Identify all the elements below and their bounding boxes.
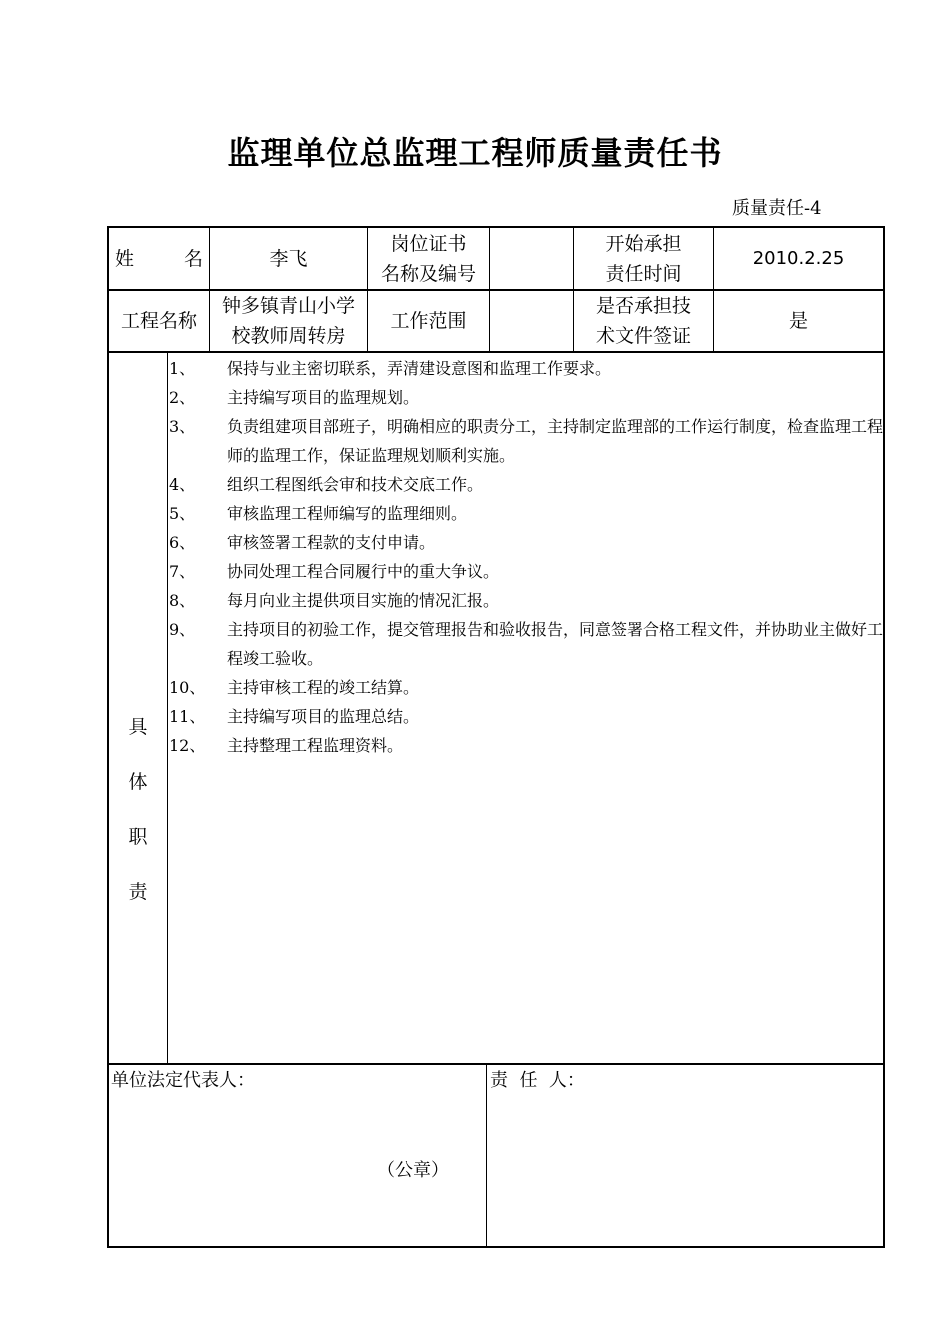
start-time-label [574,228,713,289]
duties-label-char-2: 体 [128,771,148,793]
list-item [169,470,887,499]
duties-list [169,354,887,760]
duty-number: 9、 [169,620,196,639]
tech-sign-label-line-1: 是否承担技 [595,295,691,317]
duties-label-char-3: 职 [128,826,148,848]
work-scope-value [490,291,573,351]
duties-label-char-1: 具 [128,716,148,738]
cert-value [490,228,573,289]
start-label-line-2: 责任时间 [605,262,682,285]
list-item [169,354,887,383]
footer-divider [486,1064,487,1248]
list-item [169,412,887,470]
page-title: 监理单位总监理工程师质量责任书 [227,134,723,172]
duty-number: 8、 [169,591,196,610]
cert-label-line-1: 岗位证书 [390,232,467,255]
duty-number: 12、 [169,736,206,755]
name-value: 李飞 [269,247,308,270]
list-item [169,383,887,412]
list-item [169,702,887,731]
duty-number: 2、 [169,388,196,407]
name-label-part-2: 名 [184,247,204,270]
duty-text: 协同处理工程合同履行中的重大争议。 [227,562,500,581]
duties-section [109,352,883,1063]
duty-number: 11、 [169,707,206,726]
list-item [169,528,887,557]
duty-text: 组织工程图纸会审和技术交底工作。 [227,475,484,494]
official-seal-label: （公章） [377,1160,449,1181]
document-code: 质量责任-4 [732,198,822,219]
project-name-value [210,291,367,351]
duty-text: 审核签署工程款的支付申请。 [227,533,436,552]
row-divider-3 [109,1063,883,1065]
duty-number: 4、 [169,475,196,494]
start-label-line-1: 开始承担 [605,232,682,255]
work-scope-label: 工作范围 [390,310,467,332]
duties-label-char-4: 责 [128,881,148,903]
project-name-line-1: 钟多镇青山小学 [221,295,355,317]
list-item [169,673,887,702]
duty-text: 主持编写项目的监理规划。 [227,388,420,407]
duty-text: 主持整理工程监理资料。 [227,736,404,755]
duty-text: 主持编写项目的监理总结。 [227,707,420,726]
duty-text: 每月向业主提供项目实施的情况汇报。 [227,591,500,610]
cert-label-line-2: 名称及编号 [380,262,476,285]
duty-text: 审核监理工程师编写的监理细则。 [227,504,468,523]
duty-text: 负责组建项目部班子，明确相应的职责分工，主持制定监理部的工作运行制度，检查监理工程师的监理工作，保证监理规划顺利实施。 [227,417,884,465]
responsibility-form [107,226,885,1248]
tech-sign-label [574,291,713,351]
duty-text: 主持审核工程的竣工结算。 [227,678,420,697]
list-item [169,557,887,586]
responsible-person-label: 责 任 人： [490,1070,585,1091]
tech-sign-value: 是 [788,310,808,332]
start-time-value: 2010.2.25 [752,247,845,269]
project-name-line-2: 校教师周转房 [231,325,346,347]
duty-number: 7、 [169,562,196,581]
duty-text: 主持项目的初验工作，提交管理报告和验收报告，同意签署合格工程文件，并协助业主做好工程竣工验收。 [227,620,884,668]
duty-number: 1、 [169,359,196,378]
duty-number: 6、 [169,533,196,552]
project-name-label: 工程名称 [120,310,197,332]
list-item [169,615,887,673]
legal-representative-label: 单位法定代表人： [111,1070,255,1091]
cert-label [368,228,489,289]
tech-sign-label-line-2: 术文件签证 [595,325,691,347]
duty-text: 保持与业主密切联系，弄清建设意图和监理工作要求。 [227,359,612,378]
name-label [109,228,209,289]
list-item [169,731,887,760]
duty-number: 5、 [169,504,196,523]
list-item [169,499,887,528]
duty-number: 3、 [169,417,196,436]
duty-number: 10、 [169,678,206,697]
duties-label [109,712,167,904]
list-item [169,586,887,615]
name-label-part-1: 姓 [114,247,134,270]
